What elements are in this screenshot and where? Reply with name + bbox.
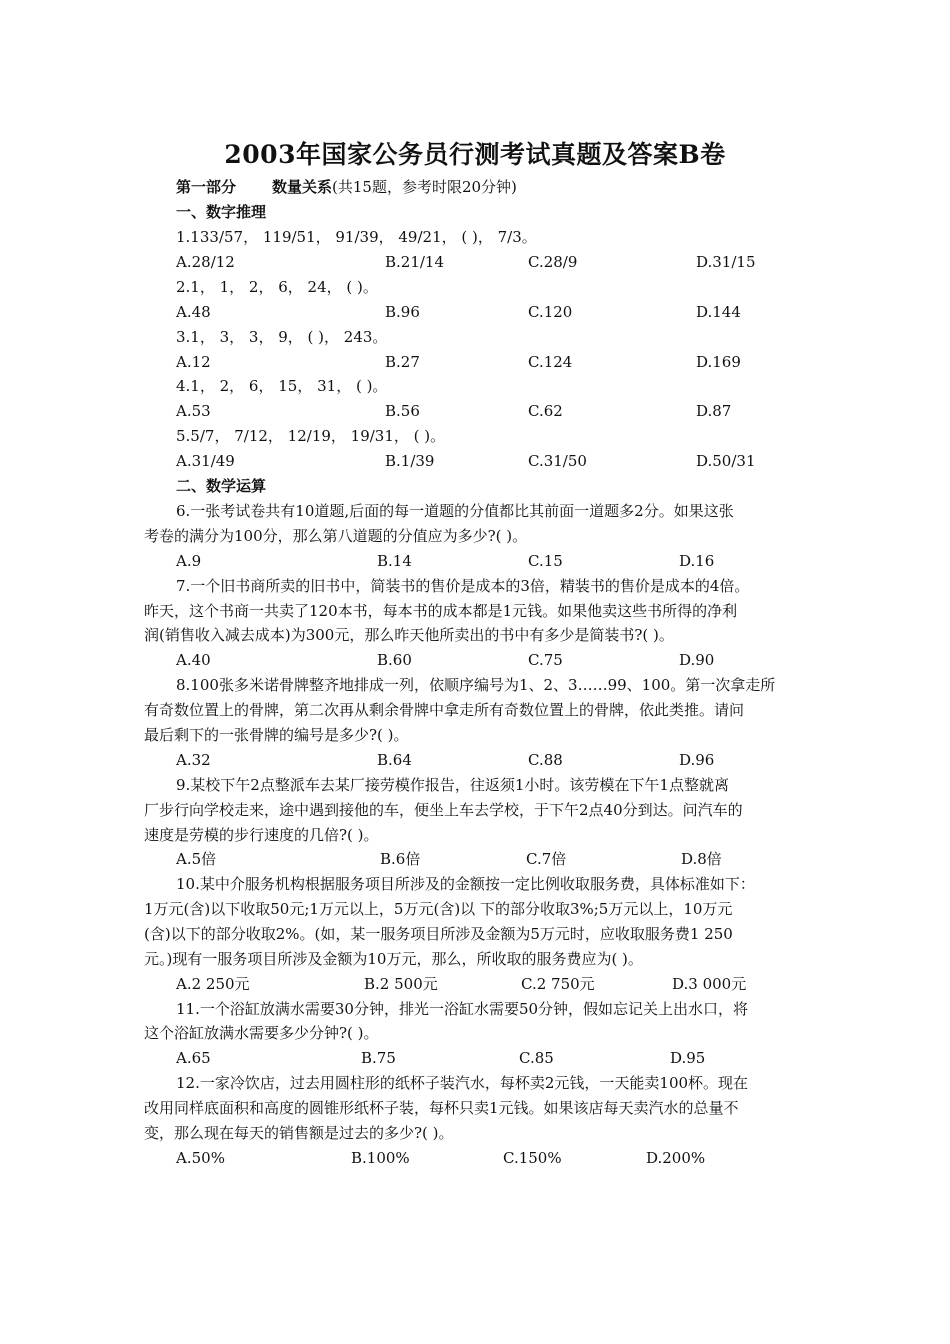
question-line: 6.一张考试卷共有10道题,后面的每一道题的分值都比其前面一道题多2分。如果这张 bbox=[176, 502, 734, 520]
option-d: D.96 bbox=[679, 751, 715, 769]
question-line: (含)以下的部分收取2%。(如，某一服务项目所涉及金额为5万元时，应收取服务费1 250 bbox=[144, 925, 733, 943]
option-d: D.95 bbox=[670, 1049, 706, 1067]
option-b: B.27 bbox=[385, 353, 420, 371]
option-a: A.31/49 bbox=[176, 452, 235, 470]
question-line: 变，那么现在每天的销售额是过去的多少?( )。 bbox=[144, 1124, 454, 1142]
question-line: 元。)现有一服务项目所涉及金额为10万元，那么，所收取的服务费应为( )。 bbox=[144, 950, 643, 968]
question-line: 最后剩下的一张骨牌的编号是多少?( )。 bbox=[144, 726, 409, 744]
part-heading bbox=[176, 178, 517, 196]
option-a: A.65 bbox=[176, 1049, 211, 1067]
option-c: C.28/9 bbox=[528, 253, 578, 271]
option-d: D.144 bbox=[696, 303, 741, 321]
option-b: B.21/14 bbox=[385, 253, 445, 271]
question-line: 8.100张多米诺骨牌整齐地排成一列，依顺序编号为1、2、3……99、100。第一次拿走所 bbox=[176, 676, 776, 694]
option-d: D.31/15 bbox=[696, 253, 756, 271]
option-c: C.85 bbox=[519, 1049, 554, 1067]
option-c: C.75 bbox=[528, 651, 563, 669]
option-a: A.53 bbox=[176, 402, 211, 420]
option-d: D.8倍 bbox=[681, 850, 722, 868]
option-c: C.7倍 bbox=[526, 850, 567, 868]
question-line: 7.一个旧书商所卖的旧书中，简装书的售价是成本的3倍，精装书的售价是成本的4倍。 bbox=[176, 577, 750, 595]
option-a: A.5倍 bbox=[176, 850, 217, 868]
option-d: D.200% bbox=[646, 1149, 706, 1167]
option-d: D.90 bbox=[679, 651, 715, 669]
question-line: 改用同样底面积和高度的圆锥形纸杯子装，每杯只卖1元钱。如果该店每天卖汽水的总量不 bbox=[144, 1099, 739, 1117]
option-c: C.88 bbox=[528, 751, 563, 769]
option-d: D.3 000元 bbox=[672, 975, 747, 993]
question-stem: 5.5/7， 7/12， 12/19， 19/31， ( )。 bbox=[176, 427, 446, 445]
option-c: C.62 bbox=[528, 402, 563, 420]
option-b: B.56 bbox=[385, 402, 420, 420]
question-line: 有奇数位置上的骨牌，第二次再从剩余骨牌中拿走所有奇数位置上的骨牌，依此类推。请问 bbox=[144, 701, 745, 719]
question-stem: 2.1， 1， 2， 6， 24， ( )。 bbox=[176, 278, 378, 296]
question-line: 9.某校下午2点整派车去某厂接劳模作报告，往返须1小时。该劳模在下午1点整就离 bbox=[176, 776, 729, 794]
option-b: B.75 bbox=[361, 1049, 396, 1067]
option-b: B.60 bbox=[377, 651, 412, 669]
option-a: A.40 bbox=[176, 651, 211, 669]
option-c: C.120 bbox=[528, 303, 573, 321]
option-a: A.48 bbox=[176, 303, 211, 321]
option-b: B.64 bbox=[377, 751, 412, 769]
question-line: 昨天，这个书商一共卖了120本书，每本书的成本都是1元钱。如果他卖这些书所得的净利 bbox=[144, 602, 738, 620]
page-title: 2003年国家公务员行测考试真题及答案B卷 bbox=[224, 140, 726, 169]
option-d: D.87 bbox=[696, 402, 732, 420]
option-c: C.150% bbox=[503, 1149, 562, 1167]
question-line: 考卷的满分为100分，那么第八道题的分值应为多少?( )。 bbox=[144, 527, 528, 545]
option-c: C.124 bbox=[528, 353, 573, 371]
option-d: D.50/31 bbox=[696, 452, 756, 470]
part-label: 第一部分 bbox=[176, 178, 237, 196]
option-a: A.32 bbox=[176, 751, 211, 769]
option-c: C.2 750元 bbox=[521, 975, 595, 993]
question-line: 1万元(含)以下收取50元;1万元以上，5万元(含)以 下的部分收取3%;5万元以上，10万元 bbox=[144, 900, 733, 918]
option-a: A.2 250元 bbox=[176, 975, 250, 993]
question-stem: 1.133/57， 119/51， 91/39， 49/21， ( )， 7/3。 bbox=[176, 228, 537, 246]
section-heading-math-operations: 二、数学运算 bbox=[176, 477, 267, 495]
option-a: A.12 bbox=[176, 353, 211, 371]
option-b: B.14 bbox=[377, 552, 412, 570]
option-b: B.100% bbox=[351, 1149, 410, 1167]
option-c: C.15 bbox=[528, 552, 563, 570]
question-line: 厂步行向学校走来，途中遇到接他的车，便坐上车去学校，于下午2点40分到达。问汽车的 bbox=[144, 801, 743, 819]
option-d: D.169 bbox=[696, 353, 741, 371]
option-b: B.6倍 bbox=[380, 850, 421, 868]
question-line: 12.一家冷饮店，过去用圆柱形的纸杯子装汽水，每杯卖2元钱，一天能卖100杯。现在 bbox=[176, 1074, 749, 1092]
question-line: 润(销售收入减去成本)为300元，那么昨天他所卖出的书中有多少是简装书?( )。 bbox=[144, 626, 674, 644]
question-line: 11.一个浴缸放满水需要30分钟，排光一浴缸水需要50分钟，假如忘记关上出水口，将 bbox=[176, 1000, 749, 1018]
option-a: A.28/12 bbox=[176, 253, 235, 271]
part-name: 数量关系 bbox=[272, 178, 333, 196]
option-a: A.9 bbox=[176, 552, 202, 570]
section-heading-number-reasoning: 一、数字推理 bbox=[176, 203, 267, 221]
option-b: B.96 bbox=[385, 303, 420, 321]
option-c: C.31/50 bbox=[528, 452, 587, 470]
question-line: 速度是劳模的步行速度的几倍?( )。 bbox=[144, 826, 379, 844]
option-a: A.50% bbox=[176, 1149, 225, 1167]
part-note: (共15题，参考时限20分钟) bbox=[332, 178, 517, 196]
option-d: D.16 bbox=[679, 552, 715, 570]
question-stem: 3.1， 3， 3， 9， ( )， 243。 bbox=[176, 328, 388, 346]
question-line: 这个浴缸放满水需要多少分钟?( )。 bbox=[144, 1024, 379, 1042]
option-b: B.1/39 bbox=[385, 452, 435, 470]
question-line: 10.某中介服务机构根据服务项目所涉及的金额按一定比例收取服务费，具体标准如下： bbox=[176, 875, 755, 893]
question-stem: 4.1， 2， 6， 15， 31， ( )。 bbox=[176, 377, 388, 395]
option-b: B.2 500元 bbox=[364, 975, 438, 993]
